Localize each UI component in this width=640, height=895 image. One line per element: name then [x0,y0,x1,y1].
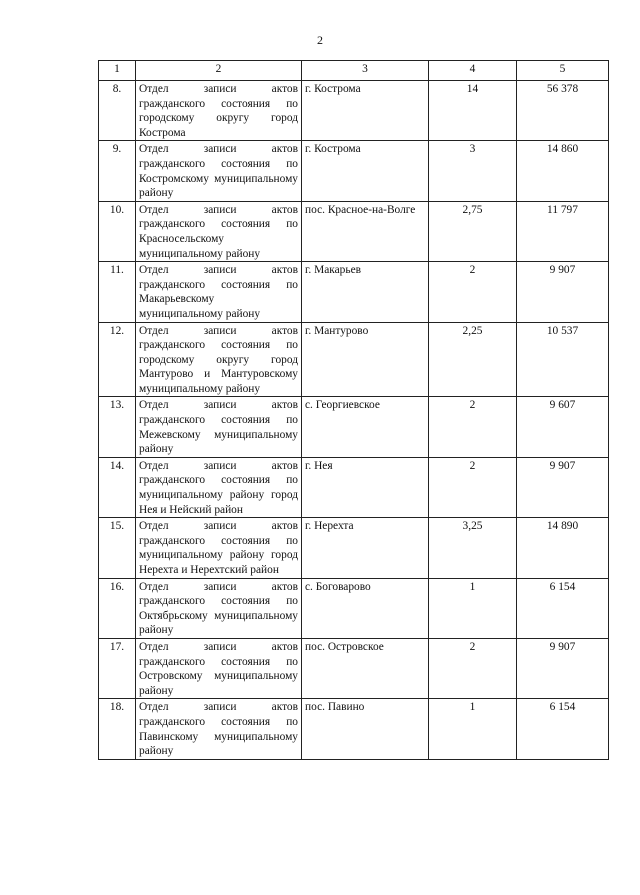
funding-amount: 9 907 [517,262,609,322]
column-header-5: 5 [517,61,609,81]
row-number: 12. [99,322,136,397]
row-number: 16. [99,578,136,638]
table-row [99,699,609,759]
column-header-4: 4 [429,61,517,81]
table-row [99,638,609,698]
office-name: Отдел записи актов гражданского состояния по Островскому муниципальному району [136,638,302,698]
table-row [99,81,609,141]
column-header-3: 3 [302,61,429,81]
office-name: Отдел записи актов гражданского состояния по Макарьевскому муниципальному району [136,262,302,322]
registry-table [98,60,609,760]
office-name: Отдел записи актов гражданского состояния по Павинскому муниципальному району [136,699,302,759]
staff-count: 14 [429,81,517,141]
row-number: 14. [99,457,136,517]
staff-count: 1 [429,699,517,759]
column-header-1: 1 [99,61,136,81]
staff-count: 2,75 [429,201,517,261]
funding-amount: 14 860 [517,141,609,201]
office-location: г. Кострома [302,81,429,141]
office-name: Отдел записи актов гражданского состояния по Костромскому муниципальному району [136,141,302,201]
table-row [99,518,609,578]
office-name: Отдел записи актов гражданского состояния по Октябрьскому муниципальному району [136,578,302,638]
office-location: пос. Красное-на-Волге [302,201,429,261]
table-row [99,397,609,457]
row-number: 9. [99,141,136,201]
row-number: 17. [99,638,136,698]
staff-count: 2 [429,262,517,322]
page-number: 2 [317,33,323,47]
office-location: пос. Павино [302,699,429,759]
office-location: с. Боговарово [302,578,429,638]
staff-count: 2,25 [429,322,517,397]
staff-count: 3 [429,141,517,201]
funding-amount: 14 890 [517,518,609,578]
funding-amount: 9 607 [517,397,609,457]
table-row [99,262,609,322]
table-row [99,141,609,201]
office-location: г. Кострома [302,141,429,201]
office-location: с. Георгиевское [302,397,429,457]
office-location: г. Макарьев [302,262,429,322]
table-row [99,201,609,261]
office-name: Отдел записи актов гражданского состояния по муниципальному району город Нея и Нейский район [136,457,302,517]
office-name: Отдел записи актов гражданского состояния по Межевскому муниципальному району [136,397,302,457]
column-header-2: 2 [136,61,302,81]
staff-count: 3,25 [429,518,517,578]
funding-amount: 11 797 [517,201,609,261]
row-number: 18. [99,699,136,759]
staff-count: 2 [429,397,517,457]
table-row [99,322,609,397]
funding-amount: 9 907 [517,457,609,517]
office-location: г. Мантурово [302,322,429,397]
row-number: 13. [99,397,136,457]
funding-amount: 6 154 [517,699,609,759]
row-number: 10. [99,201,136,261]
funding-amount: 9 907 [517,638,609,698]
office-location: г. Нея [302,457,429,517]
staff-count: 2 [429,457,517,517]
office-name: Отдел записи актов гражданского состояния по городскому округу город Мантурово и Мантуровскому муниципальному району [136,322,302,397]
office-location: пос. Островское [302,638,429,698]
office-location: г. Нерехта [302,518,429,578]
staff-count: 2 [429,638,517,698]
table-row [99,457,609,517]
office-name: Отдел записи актов гражданского состояния по Красносельскому муниципальному району [136,201,302,261]
office-name: Отдел записи актов гражданского состояния по муниципальному району город Нерехта и Нерехтский район [136,518,302,578]
staff-count: 1 [429,578,517,638]
funding-amount: 10 537 [517,322,609,397]
funding-amount: 56 378 [517,81,609,141]
row-number: 11. [99,262,136,322]
funding-amount: 6 154 [517,578,609,638]
row-number: 8. [99,81,136,141]
table-header-row [99,61,609,81]
row-number: 15. [99,518,136,578]
office-name: Отдел записи актов гражданского состояния по городскому округу город Кострома [136,81,302,141]
table-row [99,578,609,638]
